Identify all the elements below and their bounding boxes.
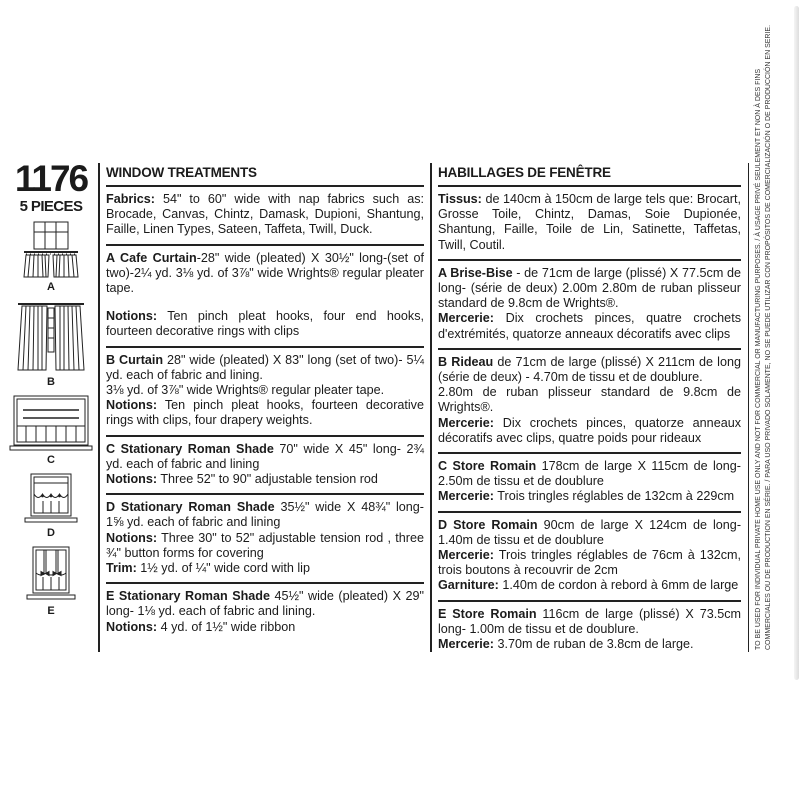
fr-view-e-section: [438, 602, 741, 659]
legal-notice-line-2: COMMERCIALES OU DE PRODUCTION EN SÉRIE. / PARA USO PRIVADO SOLAMENTE, NO SE PUEDE UTILIZAR CON PROPÓSITOS DE COMERCIALIZACIÓN O DE PRODUCCIÓN EN SERIE.: [765, 24, 772, 650]
spec-label: Notions:: [106, 619, 158, 634]
spec-text: de 71cm de large (plissé) X 211cm de long (série de deux) - 4.70m de tissu et de doublure.: [438, 354, 741, 385]
roman-shade-illustration-icon: [9, 395, 93, 452]
pattern-number: 1176: [14, 158, 88, 199]
spec-label: Mercerie:: [438, 311, 495, 326]
view-a-label: A: [47, 281, 55, 293]
spec-text: 1.40m de cordon à rebord à 6mm de large: [498, 578, 739, 593]
spec-paragraph: [106, 442, 424, 472]
spec-paragraph: [438, 489, 741, 504]
spec-text: 3.70m de ruban de 3.8cm de large.: [494, 637, 694, 652]
spec-text: 90cm de large X 124cm de long- 1.40m de tissu et de doublure: [438, 517, 742, 547]
view-b-label: B: [47, 376, 55, 388]
spec-text: -28" wide (pleated) X 30½" long-(set of two)-2¼ yd. 3⅛ yd. of 3⅞" wide Wrights® regular pleater tape.: [106, 250, 425, 296]
cafe-curtain-illustration-icon: [19, 221, 83, 279]
spec-text: 28" wide (pleated) X 83" long (set of two)- 5¼ yd. each of fabric and lining.: [106, 352, 424, 382]
spec-text: Trois tringles réglables de 132cm à 229cm: [494, 489, 735, 504]
spec-label: Fabrics:: [106, 192, 155, 206]
view-d-label: D: [47, 527, 55, 539]
spec-label: Tissus:: [438, 192, 482, 206]
spec-text: 116cm de large (plissé) X 73.5cm long- 1.00m de tissu et de doublure.: [438, 606, 741, 636]
legal-notice-line-1: TO BE USED FOR INDIVIDUAL PRIVATE HOME USE ONLY AND NOT FOR COMMERCIAL OR MANUFACTURING PURPOSES. / À USAGE PRIVÉ SEULEMENT ET NON À DES FINS: [755, 68, 762, 650]
spec-paragraph: [106, 620, 424, 635]
en-fabrics-section: [106, 187, 424, 244]
scan-page-edge: [794, 6, 799, 680]
pieces-count-label: 5 PIECES: [19, 198, 83, 215]
spec-text: Ten pinch pleat hooks, four end hooks, fourteen decorative rings with clips: [106, 309, 424, 339]
en-view-a-section: [106, 246, 424, 346]
long-curtain-illustration-icon: [15, 300, 87, 374]
spec-label: D Store Romain: [438, 517, 538, 532]
brand-block: [5, 160, 97, 215]
spec-text: 1½ yd. of ¼" wide cord with lip: [136, 561, 310, 576]
spec-paragraph: [438, 548, 741, 578]
spec-label: C Stationary Roman Shade: [106, 441, 274, 456]
spec-text: Trois tringles réglables de 76cm à 132cm, trois boutons à recouvrir de 2cm: [438, 548, 741, 578]
spec-paragraph: [438, 578, 741, 593]
spec-paragraph: [438, 637, 741, 652]
column-divider-middle: [430, 163, 432, 652]
spec-label: Trim:: [106, 561, 137, 576]
view-c-label: C: [47, 454, 55, 466]
spec-label: B Curtain: [106, 352, 164, 367]
english-column: [106, 163, 424, 641]
spec-paragraph: [106, 251, 424, 297]
spec-paragraph: [106, 309, 424, 339]
english-column-header: WINDOW TREATMENTS: [106, 165, 257, 180]
view-e: [25, 546, 77, 617]
spec-label: Notions:: [106, 309, 158, 324]
spec-text: Dix crochets pinces, quatre crochets d'extrémités, quatorze anneaux décoratifs avec clips: [438, 311, 741, 341]
spec-paragraph: [438, 459, 741, 489]
spec-paragraph: [438, 385, 741, 415]
spec-label: Mercerie:: [438, 548, 495, 563]
ribbon-shade-illustration-icon: [25, 546, 77, 603]
french-column: [438, 163, 741, 658]
spec-text: 45½" wide (pleated) X 29" long- 1⅛ yd. each of fabric and lining.: [106, 589, 424, 619]
spec-paragraph: [106, 353, 424, 383]
view-b: [15, 300, 87, 388]
spec-paragraph: [106, 500, 424, 530]
spec-label: C Store Romain: [438, 459, 537, 474]
spec-label: A Brise-Bise: [438, 265, 513, 280]
spec-label: Mercerie:: [438, 637, 495, 652]
spec-label: B Rideau: [438, 354, 494, 369]
spec-text: Three 52" to 90" adjustable tension rod: [157, 472, 378, 487]
spec-paragraph: [106, 472, 424, 487]
scalloped-shade-illustration-icon: [22, 473, 80, 525]
spec-text: 178cm de large X 115cm de long- 2.50m de tissu et de doublure: [438, 459, 741, 489]
spec-paragraph: [438, 416, 741, 446]
spec-text: Ten pinch pleat hooks, fourteen decorative rings with clips, four drapery weights.: [106, 398, 424, 428]
fr-view-c-section: [438, 454, 741, 511]
view-d: [22, 473, 80, 539]
spec-label: Mercerie:: [438, 489, 495, 504]
spec-paragraph: [438, 518, 741, 548]
spec-text: 2.80m de ruban plisseur standard de 9.8cm de Wrights®.: [438, 385, 741, 415]
view-c: [9, 395, 93, 466]
en-view-d-section: [106, 495, 424, 582]
spec-text: 35½" wide X 48¾" long- 1⅝ yd. each of fabric and lining: [106, 500, 424, 530]
view-illustrations: [5, 221, 97, 624]
spec-label: E Store Romain: [438, 606, 537, 621]
spec-paragraph: [438, 355, 741, 385]
spec-paragraph: [106, 192, 424, 238]
en-view-c-section: [106, 437, 424, 494]
view-a: [19, 221, 83, 293]
spec-paragraph: [438, 607, 741, 637]
spec-paragraph: [438, 192, 741, 253]
spec-label: A Cafe Curtain: [106, 250, 197, 265]
spec-text: 70" wide X 45" long- 2¾ yd. each of fabric and lining: [106, 441, 425, 471]
spec-label: E Stationary Roman Shade: [106, 589, 270, 604]
spec-paragraph: [438, 266, 741, 312]
fr-fabrics-section: [438, 187, 741, 259]
column-divider-right: [748, 163, 749, 652]
column-divider-left: [98, 163, 100, 652]
spec-text: Dix crochets pinces, quatorze anneaux décoratifs avec clips, quatre poids pour rideaux: [438, 415, 741, 445]
french-column-header: HABILLAGES DE FENÊTRE: [438, 165, 611, 180]
spec-paragraph: [438, 311, 741, 341]
spec-paragraph: [106, 531, 424, 561]
spec-label: Notions:: [106, 472, 158, 487]
spec-text: 3⅛ yd. of 3⅞" wide Wrights® regular pleater tape.: [106, 383, 385, 398]
spec-label: Notions:: [106, 530, 158, 545]
spec-label: Garniture:: [438, 578, 499, 593]
spec-text: Three 30" to 52" adjustable tension rod , three ¾" button forms for covering: [106, 530, 424, 560]
fr-view-a-section: [438, 261, 741, 348]
en-view-b-section: [106, 348, 424, 435]
spec-text: 54" to 60" wide with nap fabrics such as: Brocade, Canvas, Chintz, Damask, Dupioni, Shantung, Faille, Linen Types, Sateen, Taffeta, Twill, Duck.: [106, 192, 424, 237]
spec-paragraph: [106, 383, 424, 398]
spec-paragraph: [106, 589, 424, 619]
spec-paragraph: [106, 561, 424, 576]
spec-text: 4 yd. of 1½" wide ribbon: [157, 619, 296, 634]
en-view-e-section: [106, 584, 424, 641]
fr-view-d-section: [438, 513, 741, 600]
legal-notice: [754, 20, 774, 650]
spec-label: D Stationary Roman Shade: [106, 500, 275, 515]
spec-paragraph: [106, 398, 424, 428]
fr-view-b-section: [438, 350, 741, 452]
spec-text: - de 71cm de large (plissé) X 77.5cm de long- (série de deux) 2.00m 2.80m de ruban plisseur standard de 9.8cm de Wrights®.: [438, 265, 741, 311]
spec-label: Notions:: [106, 398, 158, 413]
spec-text: de 140cm à 150cm de large tels que: Brocart, Grosse Toile, Chintz, Damas, Soie Dupionée, Shantung, Faille, Toile de Lin, Satinette, Taffetas, Twill, Coutil.: [438, 192, 741, 252]
spec-label: Mercerie:: [438, 415, 495, 430]
view-e-label: E: [47, 605, 55, 617]
